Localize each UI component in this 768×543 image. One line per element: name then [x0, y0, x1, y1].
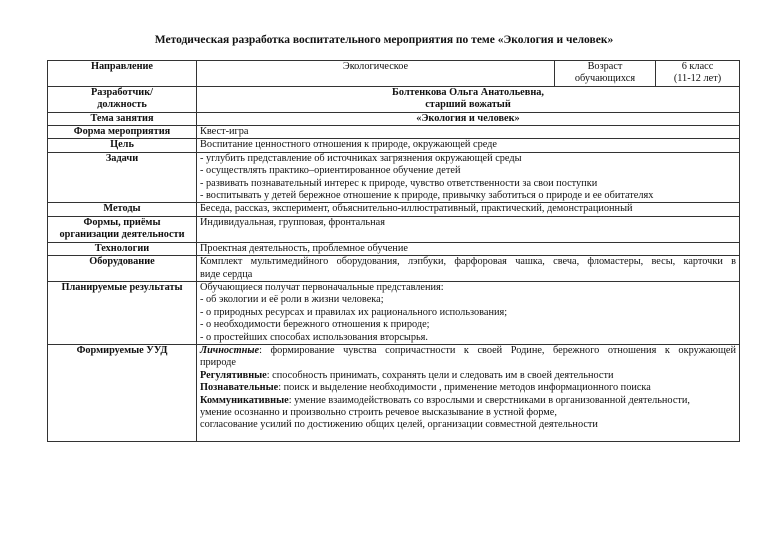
uud-personal-cont: природе	[200, 357, 236, 369]
developer-label	[48, 86, 197, 112]
tasks-value	[197, 152, 740, 203]
age-value-line: 6 класс	[681, 61, 714, 72]
uud-regulatory	[200, 370, 736, 382]
methods-label: Методы	[48, 203, 197, 216]
form-value: Квест-игра	[197, 126, 740, 139]
direction-label: Направление	[48, 61, 197, 87]
uud-communicative	[200, 395, 736, 407]
uud-communicative-cont: согласование усилий по достижению общих целей, организации совместной деятельности	[200, 419, 598, 431]
row-topic	[48, 112, 740, 125]
methods-value: Беседа, рассказ, эксперимент, объяснительно-иллюстративный, практический, демонстрационный	[197, 203, 740, 216]
row-forms	[48, 216, 740, 242]
result-item: - о простейших способах использования вторсырья.	[200, 331, 428, 343]
developer-name: Болтенкова Ольга Анатольевна,	[392, 86, 544, 98]
row-uud	[48, 344, 740, 441]
uud-communicative-term: Коммуникативные	[200, 394, 289, 406]
row-goal	[48, 139, 740, 152]
task-item: - развивать познавательный интерес к природе, чувство ответственности за свои поступки	[200, 177, 598, 189]
age-value-line: (11-12 лет)	[673, 73, 722, 85]
page-title: Методическая разработка воспитательного мероприятия по теме «Экология и человек»	[154, 34, 614, 46]
technologies-value: Проектная деятельность, проблемное обучение	[197, 242, 740, 255]
row-technologies	[48, 242, 740, 255]
task-item: - углубить представление об источниках загрязнения окружающей среды	[200, 152, 522, 164]
uud-cognitive-term: Познавательные	[200, 382, 279, 394]
topic-label: Тема занятия	[48, 112, 197, 125]
result-item: Обучающиеся получат первоначальные представления:	[200, 281, 444, 293]
forms-label-line: Формы, приёмы	[83, 216, 161, 228]
uud-value	[197, 344, 740, 441]
age-label	[555, 61, 656, 87]
row-developer	[48, 86, 740, 112]
equipment-line: виде сердца	[200, 268, 253, 280]
age-value	[656, 61, 740, 87]
technologies-label: Технологии	[48, 242, 197, 255]
row-results	[48, 281, 740, 344]
equipment-line: Комплект мультимедийного оборудования, лэпбуки, фарфоровая чашка, свеча, фломастеры, весы, карточки в	[200, 256, 736, 268]
forms-label	[48, 216, 197, 242]
uud-regulatory-term: Регулятивные	[200, 369, 267, 381]
uud-personal	[200, 345, 736, 357]
result-item: - об экологии и её роли в жизни человека;	[200, 294, 384, 306]
result-item: - о необходимости бережного отношения к природе;	[200, 319, 430, 331]
forms-value: Индивидуальная, групповая, фронтальная	[197, 216, 740, 242]
uud-personal-term: Личностные	[200, 344, 260, 356]
age-label-line: Возраст	[587, 61, 623, 72]
row-direction	[48, 61, 740, 87]
topic-value: «Экология и человек»	[197, 112, 740, 125]
developer-value	[197, 86, 740, 112]
goal-label: Цель	[48, 139, 197, 152]
row-equipment	[48, 256, 740, 282]
results-label: Планируемые результаты	[48, 281, 197, 344]
equipment-value	[197, 256, 740, 282]
results-value	[197, 281, 740, 344]
developer-label-line: Разработчик/	[90, 86, 154, 98]
task-item: - воспитывать у детей бережное отношение к природе, привычку заботиться о природе и ее обитателях	[200, 190, 654, 202]
result-item: - о природных ресурсах и правилах их рационального использования;	[200, 306, 508, 318]
uud-communicative-cont: умение осознанно и произвольно строить речевое высказывание в устной форме,	[200, 406, 557, 418]
age-label-line: обучающихся	[574, 73, 636, 85]
lesson-plan-table	[47, 60, 740, 442]
goal-value: Воспитание ценностного отношения к природе, окружающей среде	[197, 139, 740, 152]
direction-value: Экологическое	[197, 61, 555, 87]
task-item: - осуществлять практико–ориентированное обучение детей	[200, 165, 461, 177]
row-tasks	[48, 152, 740, 203]
tasks-label: Задачи	[48, 152, 197, 203]
uud-communicative-text: : умение взаимодействовать со взрослыми и сверстниками в организованной деятельности,	[288, 394, 690, 406]
row-methods	[48, 203, 740, 216]
equipment-label: Оборудование	[48, 256, 197, 282]
row-form	[48, 126, 740, 139]
uud-regulatory-text: : способность принимать, сохранять цели и следовать им в своей деятельности	[266, 369, 614, 381]
developer-position: старший вожатый	[425, 99, 511, 111]
uud-cognitive-text: : поиск и выделение необходимости , применение методов информационного поиска	[278, 382, 651, 394]
developer-label-line: должность	[97, 99, 147, 111]
uud-personal-text: : формирование чувства сопричастности к своей Родине, бережного отношения к окружающей	[259, 344, 736, 356]
uud-label: Формируемые УУД	[48, 344, 197, 441]
uud-cognitive	[200, 382, 736, 394]
form-label: Форма мероприятия	[48, 126, 197, 139]
forms-label-line: организации деятельности	[59, 229, 185, 241]
